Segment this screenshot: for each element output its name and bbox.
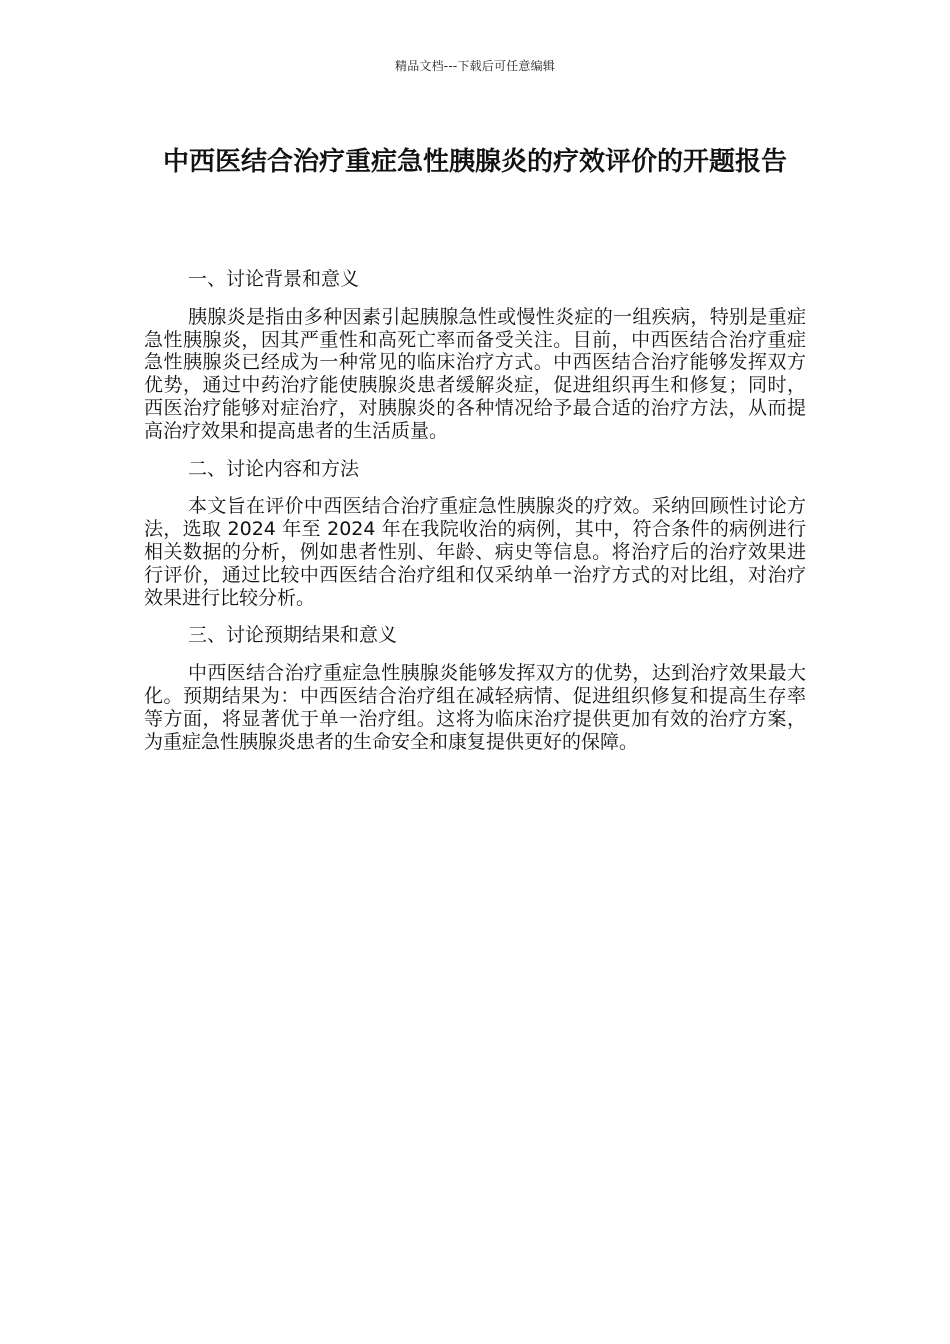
section-heading-expected-results: 三、讨论预期结果和意义 (188, 624, 398, 647)
section-paragraph-expected-results: 中西医结合治疗重症急性胰腺炎能够发挥双方的优势，达到治疗效果最大化。预期结果为：中西医结合治疗组在减轻病情、促进组织修复和提高生存率等方面，将显著优于单一治疗组。这将为临床治疗提供更加有效的治疗方案，为重症急性胰腺炎患者的生命安全和康复提供更好的保障。 (144, 662, 806, 753)
section-paragraph-methods: 本文旨在评价中西医结合治疗重症急性胰腺炎的疗效。采纳回顾性讨论方法，选取 2024 年至 2024 年在我院收治的病例，其中，符合条件的病例进行相关数据的分析，例如患者性别、年龄、病史等信息。将治疗后的治疗效果进行评价，通过比较中西医结合治疗组和仅采纳单一治疗方式的对比组，对治疗效果进行比较分析。 (144, 495, 806, 609)
document-body (144, 268, 806, 768)
header-note: 精品文档---下载后可任意编辑 (395, 59, 555, 73)
section-paragraph-background: 胰腺炎是指由多种因素引起胰腺急性或慢性炎症的一组疾病，特别是重症急性胰腺炎，因其严重性和高死亡率而备受关注。目前，中西医结合治疗重症急性胰腺炎已经成为一种常见的临床治疗方式。中西医结合治疗能够发挥双方优势，通过中药治疗能使胰腺炎患者缓解炎症，促进组织再生和修复；同时，西医治疗能够对症治疗，对胰腺炎的各种情况给予最合适的治疗方法，从而提高治疗效果和提高患者的生活质量。 (144, 305, 806, 442)
document-title: 中西医结合治疗重症急性胰腺炎的疗效评价的开题报告 (162, 147, 787, 177)
section-heading-background: 一、讨论背景和意义 (188, 268, 360, 290)
section-heading-methods: 二、讨论内容和方法 (188, 457, 360, 480)
